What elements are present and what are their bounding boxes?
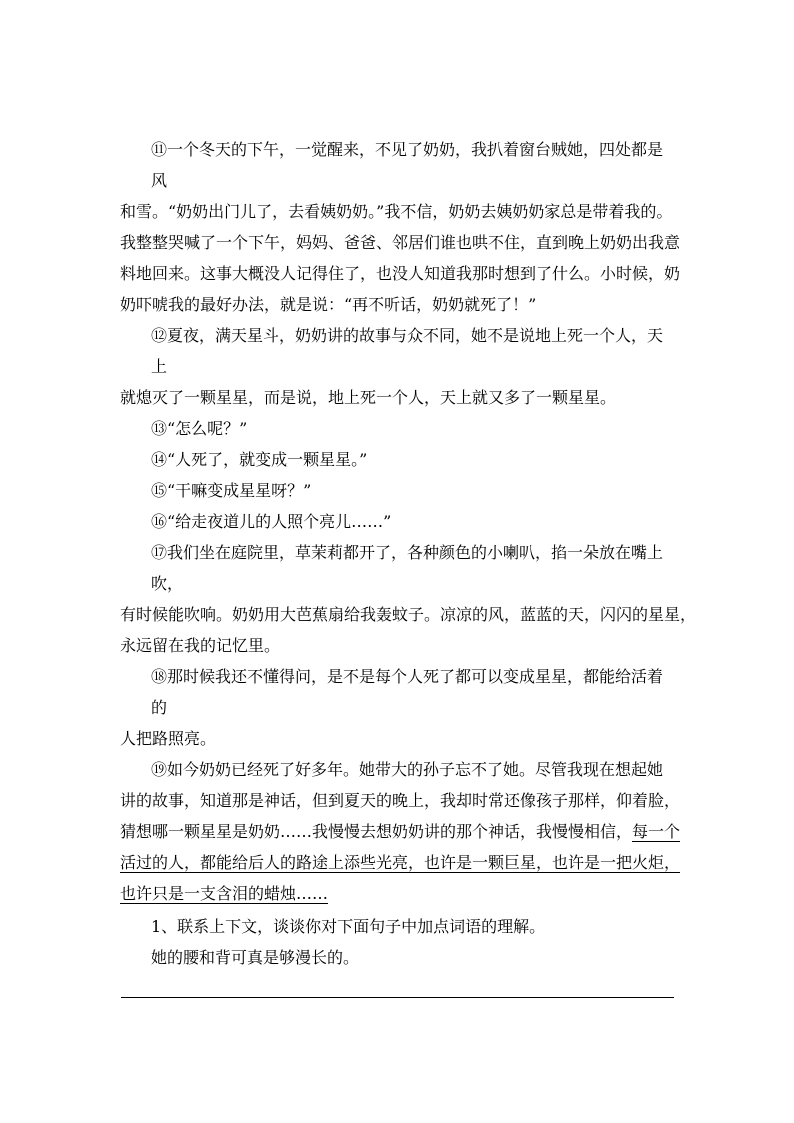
paragraph-13: ⑬“怎么呢？” (151, 419, 248, 438)
underlined-sentence-line-2: 活过的人，都能给后人的路途上添些光亮，也许是一颗巨星，也许是一把火炬， (120, 853, 681, 872)
paragraph-14: ⑭“人死了，就变成一颗星星。” (151, 450, 368, 469)
paragraph-15: ⑮“干嘛变成星星呀？” (151, 481, 312, 500)
paragraph-12-line-1: ⑫夏夜，满天星斗，奶奶讲的故事与众不同，她不是说地上死一个人，天 (151, 326, 664, 345)
paragraph-11-line-4: 我整整哭喊了一个下午，妈妈、爸爸、邻居们谁也哄不住，直到晚上奶奶出我意 (120, 233, 681, 252)
paragraph-17-line-2: 吹， (151, 574, 184, 593)
paragraph-18-line-2: 的 (151, 698, 168, 717)
answer-line[interactable] (121, 997, 674, 998)
paragraph-18-line-3: 人把路照亮。 (120, 729, 217, 748)
paragraph-11-line-1: ⑪一个冬天的下午，一觉醒来，不见了奶奶，我扒着窗台贼她，四处都是 (151, 140, 664, 159)
paragraph-11-line-5: 料地回来。这事大概没人记得住了，也没人知道我那时想到了什么。小时候，奶 (120, 264, 681, 283)
paragraph-17-line-4: 永远留在我的记忆里。 (120, 636, 281, 655)
question-1-prompt: 1、联系上下文，谈谈你对下面句子中加点词语的理解。 (151, 917, 546, 936)
paragraph-18-line-1: ⑱那时候我还不懂得问，是不是每个人死了都可以变成星星，都能给活着 (151, 667, 664, 686)
paragraph-11-line-6: 奶吓唬我的最好办法，就是说：“再不听话，奶奶就死了！” (120, 295, 537, 314)
question-1-sentence: 她的腰和背可真是够漫长的。 (151, 948, 360, 967)
paragraph-19-line-3 (120, 822, 680, 842)
paragraph-17-line-3: 有时候能吹响。奶奶用大芭蕉扇给我轰蚊子。凉凉的风，蓝蓝的天，闪闪的星星， (120, 605, 697, 624)
paragraph-12-line-3: 就熄灭了一颗星星，而是说，地上死一个人，天上就又多了一颗星星。 (120, 388, 617, 407)
paragraph-19-line-2: 讲的故事，知道那是神话，但到夏天的晚上，我却时常还像孩子那样，仰着脸， (120, 791, 681, 810)
paragraph-11-line-3: 和雪。“奶奶出门儿了，去看姨奶奶。”我不信，奶奶去姨奶奶家总是带着我的。 (120, 202, 673, 221)
underlined-sentence-line-3: 也许只是一支含泪的蜡烛…… (120, 884, 329, 903)
underlined-sentence-start: 每一个 (632, 822, 681, 841)
paragraph-16: ⑯“给走夜道儿的人照个亮儿……” (151, 512, 392, 531)
paragraph-12-line-2: 上 (151, 357, 168, 376)
paragraph-17-line-1: ⑰我们坐在庭院里，草茉莉都开了，各种颜色的小喇叭，掐一朵放在嘴上 (151, 543, 664, 562)
paragraph-19-line-1: ⑲如今奶奶已经死了好多年。她带大的孙子忘不了她。尽管我现在想起她 (151, 760, 664, 779)
paragraph-19-line-3-text: 猜想哪一颗星星是奶奶……我慢慢去想奶奶讲的那个神话，我慢慢相信， (120, 822, 633, 841)
paragraph-11-line-2: 风 (151, 171, 168, 190)
